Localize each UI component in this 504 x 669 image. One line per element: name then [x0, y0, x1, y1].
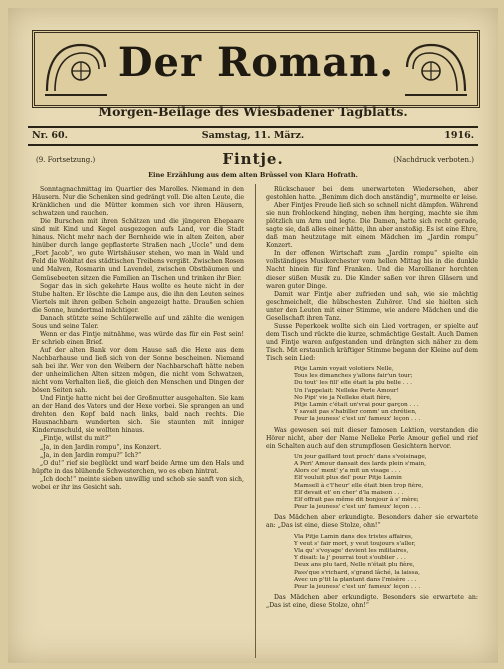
verse-line: Elf devait et' en cher' d'la maison . . . [294, 489, 404, 496]
issue-number: Nr. 60. [32, 130, 68, 141]
verse-line: Pour la jeuness' c'est un' fameux' leçon . . . [294, 583, 421, 590]
paragraph: Auf der alten Bank vor dem Hause saß die Hexe aus dem Nachbarhause und ließ sich von der Sonne bescheinen. Niemand sah bei ihr. Wer von den Weibern der Nachbarschaft hätte neben der unheimlichen Alten sitzen mögen, die nicht vom Schwatzen, nicht vom Verhalten ließ, die gleich den Menschen und Dingen der bösen Seiten sah. [32, 346, 244, 395]
issue-info-bar [28, 126, 478, 146]
paragraph: Damit war Fintje aber zufrieden und sah, wie sie mächtig geschmeichelt, die hübschesten Zuhörer. Und sie hielten sich unter den Leuten mit einer Stimme, wie andere Mädchen und die Gesellschaft ihren Tanz. [266, 290, 478, 322]
verse-line: Pitje Lamin voyait volotiers Nelle, [294, 366, 394, 373]
paragraph: Das Mädchen aber erkundigte. Besonders daher sie erwartete an: „Das ist eine, diese Stolze, ohn!“ [266, 514, 478, 530]
verse-line: Alors ce' ment' y'a mit un visage . . . [294, 468, 401, 475]
paragraph: Susse Peperkoek wollte sich ein Lied vortragen, er spielte auf dem Tisch und rückte die kurze, schmächtige Gestalt. Auch Damen und Fintje waren aufgestanden und drängten sich näher zu dem Tisch. Mit erstaunlich kräftiger Stimme begann der Kleine auf dem Tisch sein Lied: [266, 322, 478, 362]
verse-line: Y savait pas s'habiller comm' un chrétien, [294, 409, 417, 416]
verse-line: Deux ans plu tard, Nelle n'était plu fière, [294, 562, 415, 569]
verse-line: Un jour gaillard tout proch' dans s'voisinage, [294, 453, 427, 460]
story-subtitle: Eine Erzählung aus dem alten Brüssel von Klara Hofrath. [148, 171, 358, 179]
paragraph: Sogar das in sich gekehrte Haus wollte es heute nicht in der Stube halten. Er löschte die Lampe aus, die ihn den Leuten seines Viertels mit ihren gelben Schein angezeigt hatte. Draußen schien die Sonne, hundertmal mächtiger. [32, 282, 244, 314]
verse-line: Vla Pitje Lamin dans des tristes affaires, [294, 533, 413, 540]
story-title: Fintje. [222, 150, 284, 168]
issue-year: 1916. [444, 130, 474, 141]
issue-date: Samstag, 11. März. [201, 130, 305, 141]
verse-line: No Pipi' vie ja Nelleke était fière, [294, 394, 392, 401]
paragraph: „O du!“ rief sie beglückt und warf beide Arme um den Hals und hüpfte in das blühende Schwesterchen, wo es eben hintrat. [32, 459, 244, 475]
verse-line: Elf offrait pas même dit bonjour à s' mère; [294, 497, 419, 504]
paragraph: Das Mädchen aber erkundigte. Besonders sie erwartete an: „Das ist eine, diese Stolze, ohn!“ [266, 594, 478, 610]
continuation-note: (9. Fortsetzung.) [36, 156, 96, 164]
paragraph: Rückschauer bei dem unerwarteten Wiedersehen, aber gestohlen hatte. „Benimm dich doch anständig“, murmelte er leise. [266, 186, 478, 202]
paragraph: Sonntagnachmittag im Quartier des Marolles. Niemand in den Häusern. Nur die Schenken sind gedrängt voll. Die alten Leute, die Kränklichen und die Mütter kommen sich vor ihren Häusern, schwatzen und rauchen. [32, 186, 244, 218]
paragraph: Die Burschen mit ihren Schätzen und die jüngeren Ehepaare sind mit Kind und Kegel ausgezogen aufs Land, vor die Stadt hinaus. Nicht mehr nach der Bernheide wie in alten Zeiten, aber hinüber durch lange gepflasterte Straßen nach „Uccle“ und dem „Fort Jacob“, wo gute Wirtshäuser stehen, wo man in Wald und Feld die Wohltat des städtischen Treibens vergißt. Zwischen Rosen und Malven, Rosmarin und Lavendel, zwischen Obstbäumen und Gemüsebeeten sitzen die Familien an Tischen und trinken ihr Bier. [32, 218, 244, 282]
paragraph: Danach stützte seine Schülerwelle auf und zählte die wenigen Sous und seine Taler. [32, 314, 244, 330]
paragraph: „Ich doch!“ meinte sieben unwillig und schob sie sanft von sich, wobei er ihr ins Gesicht sah. [32, 475, 244, 491]
masthead [32, 30, 480, 108]
paragraph: Was gewesen sei mit dieser famosen Lektion, verstanden die Hörer nicht, aber der Name Nelleke Perle Amour gefiel und rief ein Schalten auch auf den strumpflosen Gesichtern hervor. [266, 426, 478, 450]
verse-line: Avec un p'tit la plantant dans l'misère . . . [294, 576, 417, 583]
column-divider [255, 184, 256, 658]
verse-line: Tous les dimanches y'allons fair'un tour; [294, 373, 413, 380]
paragraph: Und Fintje hatte nicht bei der Großmutter ausgehalten. Sie kam an der Hand des Vaters und der Hexe vorbei. Sie sprangen an und drehten den Kopf bald nach links, bald nach rechts. Die Hausnachbarn wunderten sich. Sie staunten mit inniger Kinderunschuld, sie wollten hinaus. [32, 395, 244, 435]
verse-line: Pitje Lamin c'était un'vrai pour garçon . . . [294, 402, 419, 409]
newspaper-title: Der Roman. [117, 39, 395, 86]
art-nouveau-ornament-icon [401, 39, 471, 97]
verse-line: Y disait: la j' pourrai tout s'oublier . . . [294, 555, 406, 562]
paragraph: „Ja, in den Jardin rompu“, ins Konzert. [40, 443, 162, 451]
verse-line: Pour la jeuness' c'est un' fameux' leçon . . . [294, 504, 421, 511]
verse-line: Vla qu' s'voyage' devient les militaires, [294, 547, 409, 554]
verse-line: Un l'appelait: Nelleke Perle Amour! [294, 387, 399, 394]
song-verse [294, 454, 478, 512]
verse-line: Mamsell à c'l'heur' elle était bien trop fière, [294, 482, 424, 489]
newspaper-page [8, 8, 498, 663]
song-verse [294, 534, 478, 592]
verse-line: Elf vouluit plus del' pour Pitje Lamin [294, 475, 402, 482]
text-column-left [32, 186, 244, 658]
verse-line: Y veut s' fair mort, y veut toujours s'aller, [294, 540, 416, 547]
paragraph: „Fintje, willst du mit?“ [40, 435, 112, 443]
verse-line: Pour la jeuness' c'est un' fameux' leçon . . . [294, 416, 421, 423]
verse-line: A Peri' Amour dansait des lards plein s'main, [294, 461, 426, 467]
paragraph: Wenn er das Fintje mitnähme, was würde das für ein Fest sein! Er schrieb einen Brief. [32, 330, 244, 346]
text-column-right [266, 186, 478, 658]
verse-line: Pass'que s'richard, s'grand lâché, la laissa, [294, 569, 420, 576]
paragraph: In der offenen Wirtschaft zum „Jardin rompu“ spielte ein vollständiges Musikorchester vom hellen Mittag bis in die dunkle Nacht hinein für fünf Franken. Und die Marollianer horchten dieser süßen Musik zu. Die Kinder saßen vor ihren Gläsern und waren guter Dinge. [266, 250, 478, 290]
verse-line: Du tout' les fill' elle était la plu belle . . . [294, 380, 412, 387]
newspaper-subtitle: Morgen-Beilage des Wiesbadener Tagblatts. [98, 104, 408, 119]
paragraph: „Ja, in den Jardin rompu?“ Ich?“ [40, 451, 142, 459]
paragraph: Aber Fintjes Freude ließ sich so schnell nicht dämpfen. Während sie nun frohlockend hinging, neben ihm herging, machte sie ihm plötzlich um Arm und legte. Die Damen, hatte sich recht gerade, sagte sie, daß alles einer hätte, ihn aber anstoßig. Es ist eine Ehre, daß man heutzutage mit einem Mädchen im „Jardin rompu“ Konzert. [266, 202, 478, 250]
reprint-notice: (Nachdruck verboten.) [393, 156, 474, 164]
song-verse [294, 366, 478, 424]
